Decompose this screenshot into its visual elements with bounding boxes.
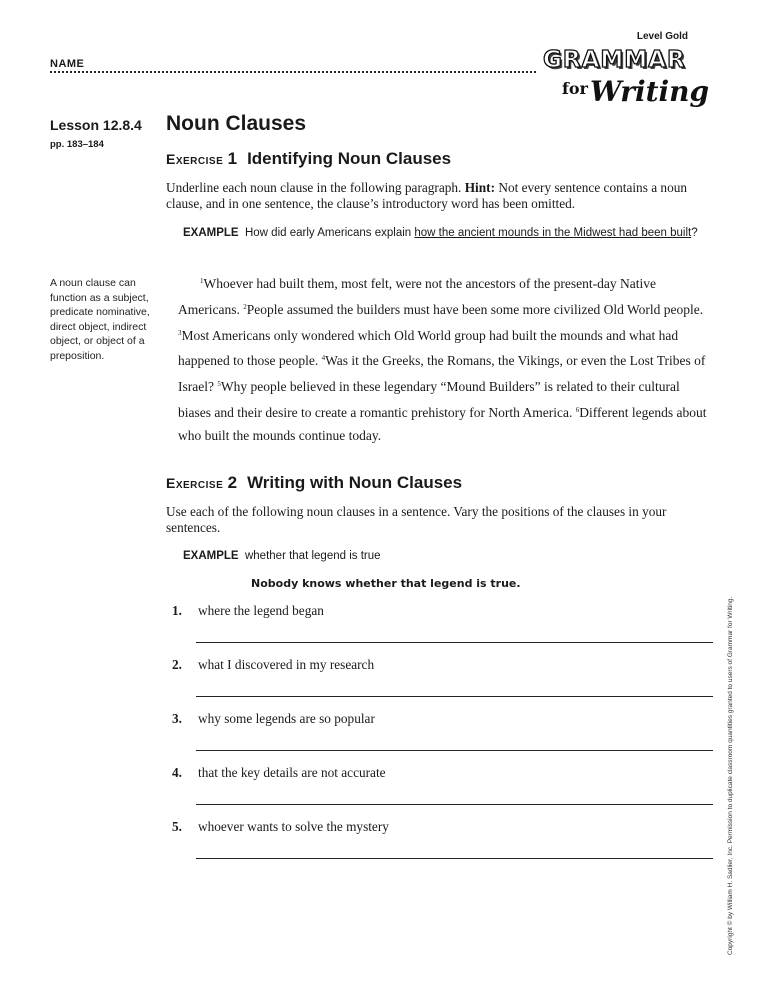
list-item: 1. where the legend began <box>172 603 324 618</box>
example-label: EXAMPLE <box>183 227 239 239</box>
sentence-6: Different legends about who built the mounds continue today. <box>178 404 707 443</box>
example-label: EXAMPLE <box>183 550 239 562</box>
list-item: 3. why some legends are so popular <box>172 711 375 726</box>
exercise-1-paragraph: $^1$Whoever had built them, most felt, were not the ancestors of the present-day Native Americans. $^2$People assumed the builders must have been some more civilized Old World people. $^3$Most Americans only wondered which Old World group had built the mounds and what had happened to those people. $^4$Was it the Greeks, the Romans, the Vikings, or even the Lost Tribes of Israel? $^5$Why people believed in these legendary “Mound Builders” is related to their cultural biases and their desire to create a romantic prehistory for North America. $^6$Different legends about who built the mounds continue today. <box>178 276 707 443</box>
answer-line-3[interactable] <box>196 750 713 751</box>
list-item: 2. what I discovered in my research <box>172 657 375 672</box>
exercise-2-title: Writing with Noun Clauses <box>247 473 463 492</box>
exercise-2-example <box>183 549 381 564</box>
exercise-1-word: Exercise <box>166 151 224 167</box>
level-label: Level Gold <box>636 31 688 42</box>
logo-for-text: for <box>562 79 588 98</box>
exercise-2-word: Exercise <box>166 475 224 491</box>
sentence-1: Whoever had built them, most felt, were not the ancestors of the present-day Native Americans. <box>178 276 656 317</box>
exercise-1-heading <box>166 149 451 169</box>
grammar-for-writing-logo <box>540 47 716 121</box>
exercise-1-title: Identifying Noun Clauses <box>247 149 452 168</box>
page-reference: pp. 183–184 <box>50 139 104 150</box>
lesson-label: Lesson 12.8.4 <box>50 117 142 133</box>
exercise-2-number: 2 <box>227 473 238 492</box>
exercise-1-instructions: Underline each noun clause in the following paragraph. Hint: Not every sentence contains a noun clause, and in one sentence, the clause’s introductory word has been omitted. <box>166 180 688 211</box>
exercise-1-number: 1 <box>227 149 238 168</box>
exercise-1-example: EXAMPLE How did early Americans explain how the ancient mounds in the Midwest had been built? <box>183 227 698 239</box>
hint-label: Hint: <box>464 180 496 195</box>
sentence-2: People assumed the builders must have been some more civilized Old World people. <box>246 301 704 317</box>
example-underlined-clause: how the ancient mounds in the Midwest had been built <box>414 227 692 239</box>
answer-line-5[interactable] <box>196 858 713 859</box>
page-title: Noun Clauses <box>166 112 307 135</box>
answer-line-2[interactable] <box>196 696 713 697</box>
example-clause: whether that legend is true <box>244 550 381 562</box>
sentence-4: Was it the Greeks, the Romans, the Vikings, or even the Lost Tribes of Israel? <box>178 353 706 395</box>
answer-line-4[interactable] <box>196 804 713 805</box>
exercise-2-heading <box>166 473 462 493</box>
answer-line-1[interactable] <box>196 642 713 643</box>
list-item: 5. whoever wants to solve the mystery <box>172 819 389 834</box>
sidebar-note: A noun clause can function as a subject, predicate nominative, direct object, indirect object, or object of a preposition. <box>50 277 150 362</box>
example-answer: Nobody knows whether that legend is true. <box>251 577 521 590</box>
exercise-2-instructions: Use each of the following noun clauses in a sentence. Vary the positions of the clauses in your sentences. <box>166 504 667 535</box>
list-item: 4. that the key details are not accurate <box>172 765 386 780</box>
name-label: NAME <box>50 58 85 70</box>
name-line <box>50 71 536 73</box>
logo-writing-text: Writing <box>590 75 710 108</box>
sentence-3: Most Americans only wondered which Old World group had built the mounds and what had happened to those people. <box>178 327 679 369</box>
logo-grammar-text: GRAMMAR <box>543 47 686 73</box>
copyright-notice: Copyright © by William H. Sadlier, Inc. Permission to duplicate classroom quantities granted to users of Grammar for Writing. <box>727 596 734 955</box>
sentence-5: Why people believed in these legendary “Mound Builders” is related to their cultural biases and their desire to create a romantic prehistory for North America. <box>178 379 680 420</box>
